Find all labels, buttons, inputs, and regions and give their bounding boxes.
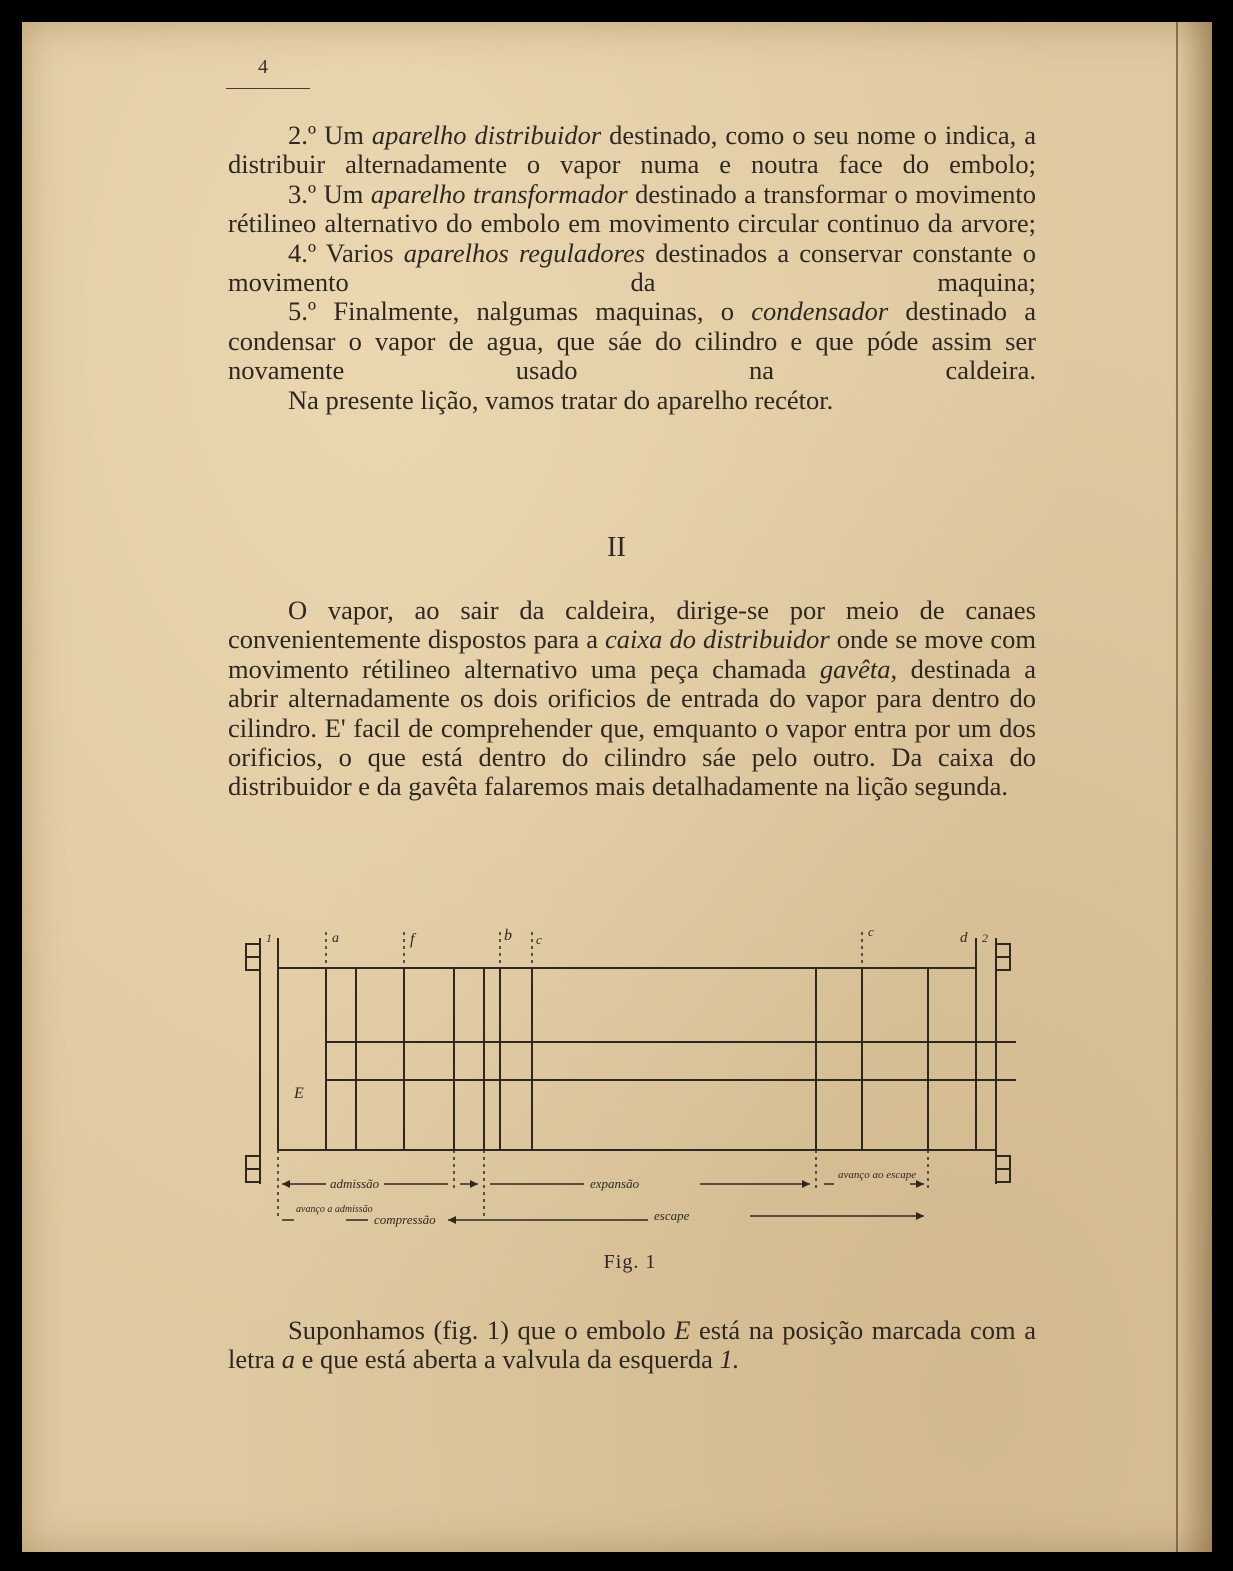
annotation-avanco-escape: avanço ao escape <box>838 1169 917 1181</box>
annotation-admissao: admissão <box>330 1176 380 1191</box>
label-c-right: c <box>868 924 874 939</box>
paragraph-suponhamos: Suponhamos (fig. 1) que o embolo E está na posição marcada com a letra a e que está aberta a valvula da esquerda 1. <box>228 1315 1036 1375</box>
label-a: a <box>332 931 339 946</box>
paragraph-vapor: O vapor, ao sair da caldeira, dirige-se por meio de canaes convenientemente dispostos para a caixa do distribuidor onde se move com movimento rétilineo alternativo uma peça chamada gavêta, destinada a abrir alternadamente os dois orificios de entrada do vapor para dentro do cilindro. E' facil de comprehender que, emquanto o vapor entra por um dos orificios, o que está dentro do cilindro sáe pelo outro. Da caixa do distribuidor e da gavêta falaremos mais detalhadamente na lição segunda. <box>228 595 1036 802</box>
annotation-avanco-admissao: avanço a admissão <box>296 1204 373 1215</box>
paragraph-item-2: 2.º Um aparelho distribuidor destinado, como o seu nome o indica, a distribuir alternadamente o vapor numa e noutra face do embolo; <box>228 120 1037 180</box>
label-piston-e: E <box>294 1085 304 1102</box>
page-spine-shadow <box>1176 22 1212 1552</box>
label-one: 1 <box>266 931 272 945</box>
text-block-bottom <box>228 1316 1036 1375</box>
figure-cylinder-diagram <box>238 922 1038 1252</box>
label-b: b <box>504 927 512 944</box>
figure-caption: Fig. 1 <box>603 1251 657 1273</box>
label-c-left: c <box>536 932 542 947</box>
annotation-compressao: compressão <box>374 1212 436 1227</box>
label-two: 2 <box>982 931 988 945</box>
annotation-escape: escape <box>654 1208 690 1223</box>
section-heading: II <box>607 532 626 563</box>
paragraph-lesson-intro: Na presente lição, vamos tratar do aparelho recétor. <box>288 384 834 415</box>
text-block-middle <box>228 596 1036 802</box>
paragraph-item-3: 3.º Um aparelho transformador destinado a transformar o movimento rétilineo alternativo do embolo em movimento circular continuo da arvore; <box>228 178 1036 239</box>
page-number-rule <box>226 88 310 89</box>
label-f: f <box>410 931 415 948</box>
page-number: 4 <box>258 56 268 78</box>
text-block-top <box>228 121 1036 415</box>
paragraph-item-4: 4.º Varios aparelhos reguladores destinados a conservar constante o movimento da maquina; <box>228 237 1037 298</box>
annotation-expansao: expansão <box>590 1176 640 1191</box>
label-d: d <box>960 930 968 946</box>
paragraph-item-5: 5.º Finalmente, nalgumas maquinas, o condensador destinado a condensar o vapor de agua, que sáe do cilindro e que póde assim ser novamente usado na caldeira. <box>228 296 1036 386</box>
